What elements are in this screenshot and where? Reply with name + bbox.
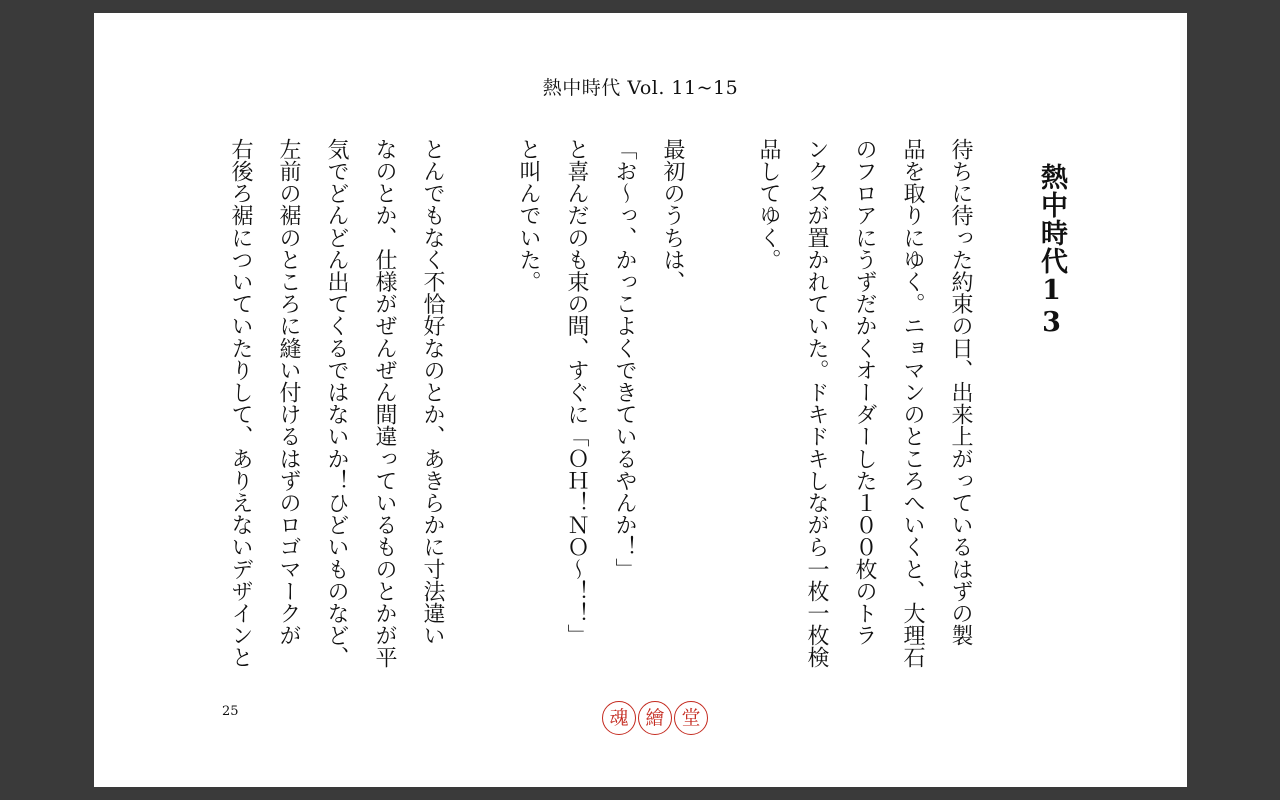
text-line: 「お～っ、かっこよくできているやんか！」 [612,138,637,580]
body-text [228,138,984,698]
text-line: 気でどんどん出てくるではないか！ひどいものなど、 [324,138,349,669]
seal-stamp [602,701,636,735]
page-number: 25 [222,704,239,719]
book-page [94,13,1187,787]
text-line: ンクスが置かれていた。ドキドキしながら一枚一枚検 [804,138,829,669]
text-line: 左前の裾のところに縫い付けるはずのロゴマークが [276,138,301,647]
text-line: なのとか、仕様がぜんぜん間違っているものとかが平 [372,138,397,669]
text-line: 品してゆく。 [756,138,781,271]
text-line: と叫んでいた。 [516,138,541,293]
seal-stamp [674,701,708,735]
text-line-blank [456,138,504,698]
seal-character: 繪 [645,706,665,729]
seal-stamp [638,701,672,735]
text-line: とんでもなく不恰好なのとか、あきらかに寸法違い [420,138,445,647]
text-line: 品を取りにゆく。ニョマンのところへいくと、大理石 [900,138,925,669]
text-line: 待ちに待った約束の日、出来上がっているはずの製 [948,138,973,647]
seal-character: 堂 [681,706,701,729]
running-header: 熱中時代 Vol. 11~15 [542,77,739,99]
chapter-title: 熱中時代13 [1036,163,1067,339]
text-line: 最初のうちは、 [660,138,685,293]
text-line: のフロアにうずだかくオーダーした１００枚のトラ [852,138,877,647]
text-line: 右後ろ裾についていたりして、ありえないデザインと [228,138,253,669]
text-line: と喜んだのも束の間、すぐに「ＯＨ！ＮＯ～！！」 [564,138,589,647]
publisher-seal [602,701,708,735]
seal-character: 魂 [609,706,629,729]
text-line-blank [696,138,744,698]
